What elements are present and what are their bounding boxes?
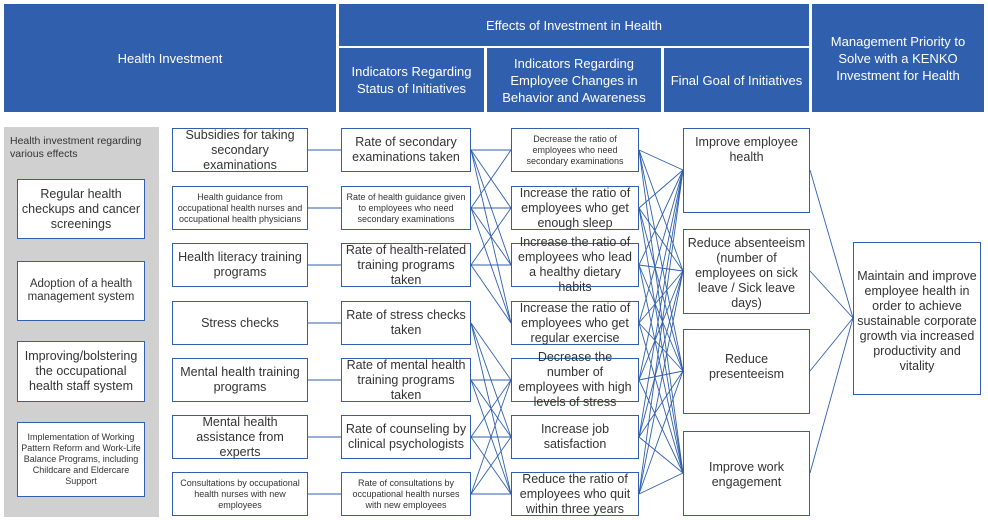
employee-change-indicator: Increase job satisfaction <box>511 415 639 459</box>
connector-line <box>471 208 511 323</box>
header-status-indicators: Indicators Regarding Status of Initiatives <box>339 48 484 112</box>
final-goal: Reduce absenteeism (number of employees on sick leave / Sick leave days) <box>683 229 810 314</box>
investment-item: Subsidies for taking secondary examinations <box>172 128 308 172</box>
status-indicator: Rate of secondary examinations taken <box>341 128 471 172</box>
status-indicator: Rate of health guidance given to employees who need secondary examinations <box>341 186 471 230</box>
investment-item: Health guidance from occupational health nurses and occupational health physicians <box>172 186 308 230</box>
employee-change-indicator: Increase the ratio of employees who get enough sleep <box>511 186 639 230</box>
various-effect-item: Implementation of Working Pattern Reform and Work-Life Balance Programs, including Childcare and Eldercare Support <box>17 422 145 497</box>
status-indicator: Rate of counseling by clinical psychologists <box>341 415 471 459</box>
employee-change-indicator: Decrease the number of employees with high levels of stress <box>511 358 639 402</box>
connector-line <box>639 371 683 380</box>
connector-line <box>639 170 683 494</box>
investment-item: Mental health assistance from experts <box>172 415 308 459</box>
management-goal: Maintain and improve employee health in order to achieve sustainable corporate growth via increased productivity and vitality <box>853 242 981 395</box>
connector-line <box>810 318 853 371</box>
final-goal: Improve employee health <box>683 128 810 213</box>
connector-line <box>810 318 853 473</box>
header-employee-changes: Indicators Regarding Employee Changes in Behavior and Awareness <box>487 48 661 112</box>
employee-change-indicator: Increase the ratio of employees who get regular exercise <box>511 301 639 345</box>
header-management-priority: Management Priority to Solve with a KENKO Investment for Health <box>812 4 984 112</box>
investment-item: Consultations by occupational health nurses with new employees <box>172 472 308 516</box>
investment-item: Health literacy training programs <box>172 243 308 287</box>
employee-change-indicator: Increase the ratio of employees who lead a healthy dietary habits <box>511 243 639 287</box>
various-effects-title: Health investment regarding various effects <box>10 135 142 160</box>
header-health-investment: Health Investment <box>4 4 336 112</box>
header-effects: Effects of Investment in Health <box>339 4 809 46</box>
employee-change-indicator: Decrease the ratio of employees who need secondary examinations <box>511 128 639 172</box>
various-effect-item: Improving/bolstering the occupational health staff system <box>17 341 145 402</box>
various-effect-item: Regular health checkups and cancer screenings <box>17 179 145 239</box>
connector-line <box>471 265 511 323</box>
connector-line <box>639 265 683 271</box>
connector-line <box>810 170 853 318</box>
final-goal: Reduce presenteeism <box>683 329 810 414</box>
status-indicator: Rate of stress checks taken <box>341 301 471 345</box>
status-indicator: Rate of mental health training programs taken <box>341 358 471 402</box>
investment-item: Mental health training programs <box>172 358 308 402</box>
status-indicator: Rate of health-related training programs taken <box>341 243 471 287</box>
investment-item: Stress checks <box>172 301 308 345</box>
connector-line <box>471 150 511 265</box>
final-goal: Improve work engagement <box>683 431 810 516</box>
employee-change-indicator: Reduce the ratio of employees who quit within three years <box>511 472 639 516</box>
connector-line <box>639 150 683 473</box>
status-indicator: Rate of consultations by occupational health nurses with new employees <box>341 472 471 516</box>
header-final-goal: Final Goal of Initiatives <box>664 48 809 112</box>
various-effect-item: Adoption of a health management system <box>17 261 145 321</box>
connector-line <box>471 323 511 380</box>
